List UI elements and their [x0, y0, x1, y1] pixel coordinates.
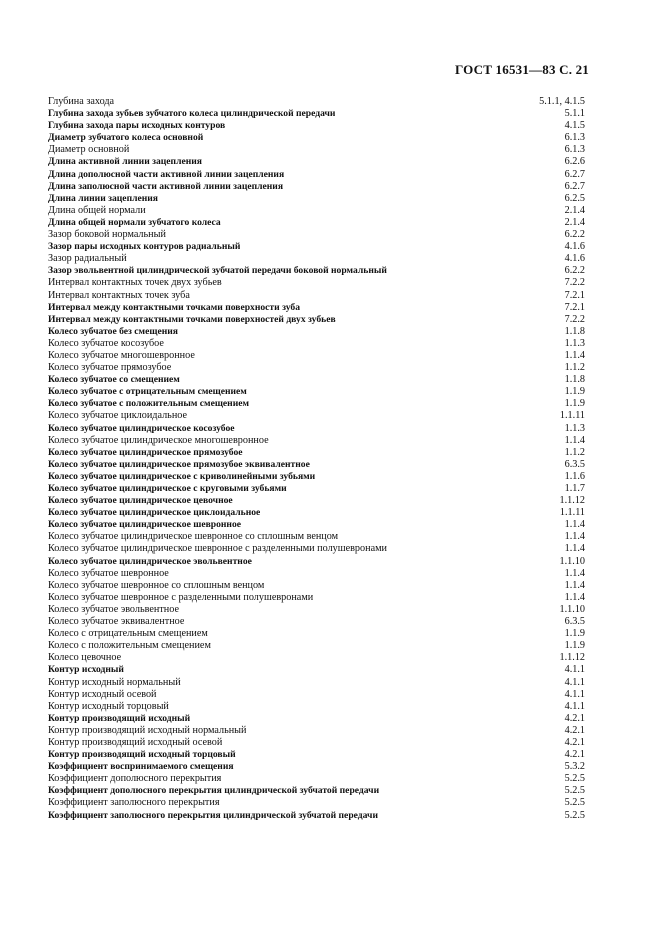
index-entry: [48, 483, 585, 495]
index-entry: [48, 205, 585, 217]
index-entry: [48, 169, 585, 181]
index-term: Длина общей нормали зубчатого колеса: [48, 216, 221, 228]
index-reference: 7.2.2: [564, 313, 585, 325]
index-reference: 1.1.9: [564, 628, 585, 640]
index-reference: 4.1.1: [564, 664, 585, 676]
index-term: Контур производящий исходный осевой: [48, 736, 223, 748]
index-entry: [48, 773, 585, 785]
index-term: Колесо зубчатое шевронное с разделенными полушевронами: [48, 591, 314, 603]
index-entry: [48, 592, 585, 604]
index-entry: [48, 737, 585, 749]
page-header: ГОСТ 16531—83 С. 21: [455, 62, 589, 77]
index-entry: [48, 810, 585, 822]
index-term: Колесо зубчатое цилиндрическое шевронное: [48, 519, 242, 531]
index-term: Контур производящий исходный: [48, 712, 191, 724]
index-term: Зазор пары исходных контуров радиальный: [48, 241, 241, 253]
index-term: Колесо зубчатое цилиндрическое многошевронное: [48, 434, 269, 446]
index-entry: [48, 616, 585, 628]
index-entry: [48, 132, 585, 144]
index-entry: [48, 507, 585, 519]
index-term: Колесо зубчатое цилиндрическое прямозубое: [48, 446, 243, 458]
index-entry: [48, 447, 585, 459]
index-reference: 6.2.7: [564, 168, 585, 180]
index-reference: 1.1.4: [564, 349, 585, 361]
index-entry: [48, 471, 585, 483]
index-term: Глубина захода пары исходных контуров: [48, 120, 226, 132]
index-entry: [48, 725, 585, 737]
index-entry: [48, 386, 585, 398]
index-term: Контур исходный: [48, 664, 124, 676]
term-index-list: [48, 96, 585, 822]
index-reference: 1.1.4: [564, 567, 585, 579]
index-entry: [48, 568, 585, 580]
index-reference: 7.2.1: [564, 301, 585, 313]
index-term: Интервал контактных точек зуба: [48, 289, 190, 301]
index-term: Колесо цевочное: [48, 652, 122, 664]
index-reference: 4.1.1: [564, 688, 585, 700]
index-reference: 6.2.2: [564, 229, 585, 241]
index-entry: [48, 96, 585, 108]
index-entry: [48, 761, 585, 773]
index-reference: 1.1.11: [559, 507, 585, 519]
index-term: Колесо зубчатое цилиндрическое косозубое: [48, 422, 235, 434]
index-term: Колесо зубчатое с положительным смещением: [48, 398, 250, 410]
index-term: Интервал между контактными точками поверхностей двух зубьев: [48, 313, 336, 325]
index-reference: 1.1.10: [559, 603, 585, 615]
index-entry: [48, 689, 585, 701]
index-entry: [48, 374, 585, 386]
index-term: Диаметр зубчатого колеса основной: [48, 132, 204, 144]
index-entry: [48, 531, 585, 543]
index-term: Длина линии зацепления: [48, 192, 158, 204]
index-reference: 2.1.4: [564, 216, 585, 228]
index-reference: 6.3.5: [564, 458, 585, 470]
index-entry: [48, 181, 585, 193]
index-reference: 6.2.7: [564, 180, 585, 192]
index-term: Контур производящий исходный нормальный: [48, 724, 247, 736]
index-term: Колесо зубчатое цилиндрическое эвольвентное: [48, 555, 252, 567]
index-entry: [48, 459, 585, 471]
index-term: Колесо зубчатое без смещения: [48, 325, 178, 337]
index-reference: 4.1.1: [564, 700, 585, 712]
index-reference: 4.1.6: [564, 241, 585, 253]
index-term: Колесо зубчатое цилиндрическое цевочное: [48, 495, 233, 507]
index-entry: [48, 604, 585, 616]
index-reference: 1.1.9: [564, 398, 585, 410]
index-entry: [48, 314, 585, 326]
index-reference: 1.1.3: [564, 422, 585, 434]
index-reference: 1.1.9: [564, 640, 585, 652]
index-reference: 5.1.1, 4.1.5: [539, 96, 585, 107]
index-reference: 1.1.12: [559, 495, 585, 507]
index-term: Длина общей нормали: [48, 204, 146, 216]
index-term: Контур исходный осевой: [48, 688, 157, 700]
index-term: Колесо зубчатое эквивалентное: [48, 616, 185, 628]
index-entry: [48, 338, 585, 350]
index-reference: 1.1.4: [564, 531, 585, 543]
index-term: Колесо зубчатое цилиндрическое с круговыми зубьями: [48, 483, 287, 494]
index-entry: [48, 253, 585, 265]
index-reference: 1.1.4: [564, 579, 585, 591]
index-term: Коэффициент заполюсного перекрытия цилиндрической зубчатой передачи: [48, 809, 378, 821]
index-term: Колесо с положительным смещением: [48, 640, 211, 652]
index-entry: [48, 362, 585, 374]
index-reference: 2.1.4: [564, 204, 585, 216]
index-entry: [48, 350, 585, 362]
index-term: Колесо зубчатое цилиндрическое шевронное с разделенными полушевронами: [48, 543, 387, 555]
index-reference: 1.1.2: [564, 446, 585, 458]
index-reference: 6.2.6: [564, 156, 585, 168]
index-reference: 1.1.12: [559, 652, 585, 664]
index-reference: 6.2.2: [564, 265, 585, 277]
index-entry: [48, 193, 585, 205]
index-reference: 1.1.9: [564, 386, 585, 398]
index-term: Длина заполюсной части активной линии зацепления: [48, 180, 284, 192]
index-entry: [48, 701, 585, 713]
index-entry: [48, 302, 585, 314]
index-term: Колесо зубчатое цилиндрическое шевронное со сплошным венцом: [48, 531, 339, 543]
index-term: Зазор эвольвентной цилиндрической зубчатой передачи боковой нормальный: [48, 265, 387, 277]
index-reference: 1.1.4: [564, 519, 585, 531]
index-entry: [48, 543, 585, 555]
index-reference: 4.1.6: [564, 253, 585, 265]
index-entry: [48, 495, 585, 507]
index-reference: 4.2.1: [564, 749, 585, 761]
index-reference: 1.1.6: [564, 470, 585, 482]
index-reference: 1.1.8: [564, 374, 585, 386]
index-term: Контур исходный торцовый: [48, 700, 169, 712]
index-entry: [48, 435, 585, 447]
index-reference: 1.1.8: [564, 325, 585, 337]
index-term: Колесо зубчатое эвольвентное: [48, 603, 179, 615]
index-entry: [48, 290, 585, 302]
index-reference: 1.1.2: [564, 362, 585, 374]
index-entry: [48, 229, 585, 241]
index-entry: [48, 108, 585, 120]
index-entry: [48, 423, 585, 435]
index-reference: 6.1.3: [564, 144, 585, 156]
index-term: Зазор радиальный: [48, 253, 127, 265]
index-term: Колесо зубчатое шевронное: [48, 567, 169, 579]
index-entry: [48, 326, 585, 338]
index-term: Колесо зубчатое с отрицательным смещением: [48, 386, 247, 398]
index-term: Колесо зубчатое со смещением: [48, 374, 180, 386]
index-entry: [48, 652, 585, 664]
index-entry: [48, 265, 585, 277]
index-reference: 5.2.5: [564, 773, 585, 785]
index-term: Колесо зубчатое косозубое: [48, 337, 164, 349]
index-term: Коэффициент дополюсного перекрытия цилиндрической зубчатой передачи: [48, 785, 380, 797]
index-reference: 4.2.1: [564, 712, 585, 724]
index-entry: [48, 277, 585, 289]
index-entry: [48, 749, 585, 761]
index-entry: [48, 713, 585, 725]
index-reference: 5.2.5: [564, 809, 585, 821]
index-entry: [48, 677, 585, 689]
index-term: Коэффициент воспринимаемого смещения: [48, 761, 234, 773]
index-reference: 4.1.5: [564, 120, 585, 132]
index-reference: 4.2.1: [564, 724, 585, 736]
index-reference: 1.1.10: [559, 555, 585, 567]
index-term: Колесо зубчатое многошевронное: [48, 349, 195, 361]
index-term: Длина дополюсной части активной линии зацепления: [48, 168, 285, 180]
index-term: Зазор боковой нормальный: [48, 229, 166, 241]
index-term: Колесо зубчатое прямозубое: [48, 362, 172, 374]
index-term: Интервал между контактными точками поверхности зуба: [48, 301, 300, 313]
index-entry: [48, 580, 585, 592]
index-term: Колесо зубчатое шевронное со сплошным венцом: [48, 579, 265, 591]
index-term: Контур производящий исходный торцовый: [48, 749, 236, 761]
index-term: Колесо с отрицательным смещением: [48, 628, 208, 640]
index-entry: [48, 217, 585, 229]
index-term: Коэффициент дополюсного перекрытия: [48, 773, 222, 785]
index-entry: [48, 144, 585, 156]
index-reference: 1.1.4: [564, 591, 585, 603]
index-term: Контур исходный нормальный: [48, 676, 181, 688]
index-entry: [48, 519, 585, 531]
index-reference: 1.1.4: [564, 543, 585, 555]
index-term: Длина активной линии зацепления: [48, 156, 202, 168]
index-reference: 5.1.1: [564, 108, 585, 120]
index-entry: [48, 410, 585, 422]
index-term: Интервал контактных точек двух зубьев: [48, 277, 222, 289]
index-reference: 6.1.3: [564, 132, 585, 144]
index-reference: 5.2.5: [564, 785, 585, 797]
index-reference: 1.1.11: [559, 410, 585, 422]
index-term: Колесо зубчатое цилиндрическое прямозубое эквивалентное: [48, 458, 310, 470]
index-reference: 5.3.2: [564, 761, 585, 773]
index-reference: 6.2.5: [564, 192, 585, 204]
index-term: Диаметр основной: [48, 144, 130, 156]
index-term: Коэффициент заполюсного перекрытия: [48, 797, 220, 809]
index-entry: [48, 797, 585, 809]
index-reference: 7.2.1: [564, 289, 585, 301]
index-entry: [48, 664, 585, 676]
index-reference: 7.2.2: [564, 277, 585, 289]
index-reference: 1.1.3: [564, 337, 585, 349]
index-term: Колесо зубчатое цилиндрическое циклоидальное: [48, 507, 261, 519]
index-entry: [48, 785, 585, 797]
index-reference: 4.2.1: [564, 736, 585, 748]
index-reference: 4.1.1: [564, 676, 585, 688]
index-reference: 5.2.5: [564, 797, 585, 809]
index-entry: [48, 628, 585, 640]
index-reference: 6.3.5: [564, 616, 585, 628]
index-entry: [48, 156, 585, 168]
index-term: Колесо зубчатое цилиндрическое с криволинейными зубьями: [48, 470, 316, 482]
index-entry: [48, 640, 585, 652]
index-entry: [48, 241, 585, 253]
index-entry: [48, 120, 585, 132]
index-reference: 1.1.7: [564, 483, 585, 494]
index-term: Глубина захода зубьев зубчатого колеса цилиндрической передачи: [48, 108, 336, 120]
index-entry: [48, 398, 585, 410]
index-term: Колесо зубчатое циклоидальное: [48, 410, 188, 422]
index-term: Глубина захода: [48, 96, 115, 107]
index-entry: [48, 556, 585, 568]
index-reference: 1.1.4: [564, 434, 585, 446]
